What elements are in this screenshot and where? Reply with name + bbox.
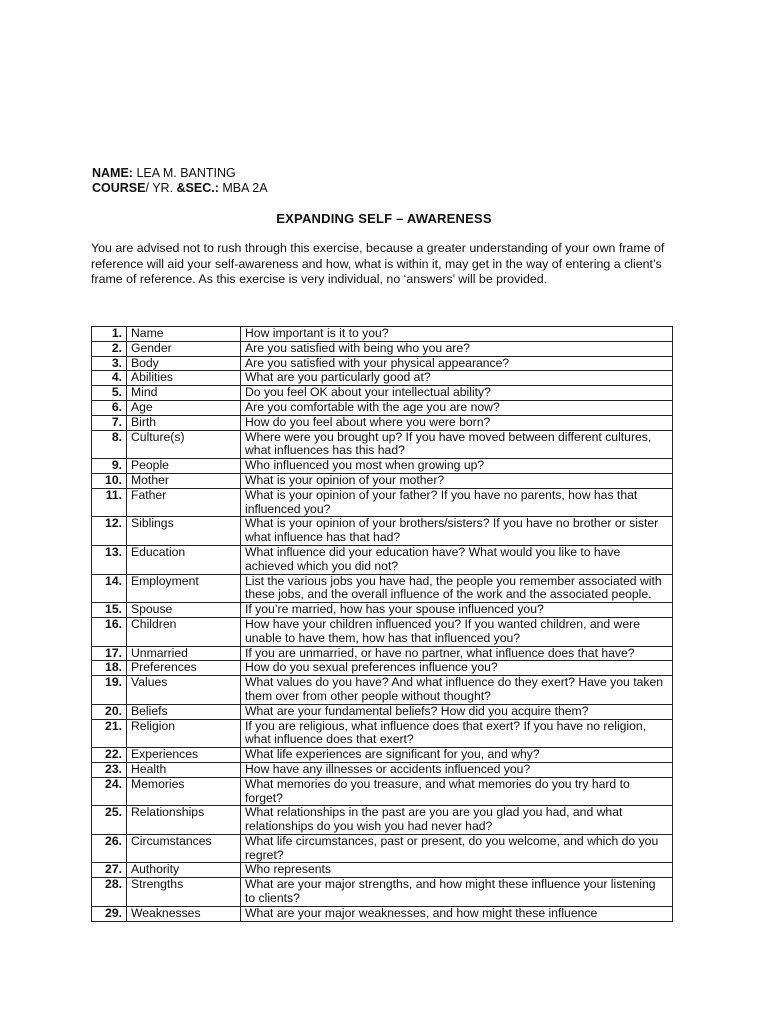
- row-topic: Values: [127, 676, 241, 705]
- row-topic: Authority: [127, 863, 241, 878]
- table-row: [92, 459, 673, 474]
- row-question: What life experiences are significant for you, and why?: [241, 748, 673, 763]
- course-line: [92, 181, 268, 196]
- row-topic: Name: [127, 327, 241, 342]
- row-topic: Birth: [127, 415, 241, 430]
- table-row: [92, 341, 673, 356]
- row-topic: Siblings: [127, 517, 241, 546]
- row-number: 3.: [92, 356, 127, 371]
- row-number: 5.: [92, 386, 127, 401]
- table-row: [92, 574, 673, 603]
- table-row: [92, 834, 673, 863]
- table-row: [92, 400, 673, 415]
- table-row: [92, 646, 673, 661]
- row-number: 26.: [92, 834, 127, 863]
- row-topic: Gender: [127, 341, 241, 356]
- row-topic: People: [127, 459, 241, 474]
- table-row: [92, 473, 673, 488]
- student-info: [92, 166, 268, 196]
- table-row: [92, 719, 673, 748]
- row-number: 27.: [92, 863, 127, 878]
- row-question: How important is it to you?: [241, 327, 673, 342]
- row-number: 19.: [92, 676, 127, 705]
- row-number: 8.: [92, 430, 127, 459]
- table-row: [92, 762, 673, 777]
- row-topic: Mother: [127, 473, 241, 488]
- row-topic: Spouse: [127, 603, 241, 618]
- row-topic: Unmarried: [127, 646, 241, 661]
- row-number: 13.: [92, 545, 127, 574]
- row-number: 28.: [92, 878, 127, 907]
- row-topic: Culture(s): [127, 430, 241, 459]
- row-question: What memories do you treasure, and what memories do you try hard to forget?: [241, 777, 673, 806]
- exercise-table-body: [92, 327, 673, 922]
- row-number: 23.: [92, 762, 127, 777]
- course-label: COURSE: [92, 181, 146, 195]
- table-row: [92, 863, 673, 878]
- intro-paragraph: You are advised not to rush through this exercise, because a greater understanding of your own frame of reference will aid your self-awareness and how, what is within it, may get in the way of entering a client’s frame of reference. As this exercise is very individual, no ‘answers’ will be provided.: [91, 241, 665, 287]
- row-number: 9.: [92, 459, 127, 474]
- document-title: EXPANDING SELF – AWARENESS: [276, 211, 492, 226]
- name-line: [92, 166, 268, 181]
- row-topic: Memories: [127, 777, 241, 806]
- row-topic: Children: [127, 617, 241, 646]
- row-topic: Strengths: [127, 878, 241, 907]
- table-row: [92, 806, 673, 835]
- row-question: What are your major weaknesses, and how might these influence: [241, 906, 673, 921]
- row-question: Are you satisfied with your physical appearance?: [241, 356, 673, 371]
- table-row: [92, 661, 673, 676]
- row-question: What is your opinion of your brothers/sisters? If you have no brother or sister what influence has that had?: [241, 517, 673, 546]
- table-row: [92, 906, 673, 921]
- row-number: 14.: [92, 574, 127, 603]
- row-number: 21.: [92, 719, 127, 748]
- row-question: What are your major strengths, and how might these influence your listening to clients?: [241, 878, 673, 907]
- row-number: 12.: [92, 517, 127, 546]
- table-row: [92, 748, 673, 763]
- row-question: How have any illnesses or accidents influenced you?: [241, 762, 673, 777]
- row-question: Are you satisfied with being who you are?: [241, 341, 673, 356]
- table-row: [92, 878, 673, 907]
- row-topic: Education: [127, 545, 241, 574]
- name-value: LEA M. BANTING: [136, 166, 236, 180]
- row-topic: Mind: [127, 386, 241, 401]
- row-topic: Relationships: [127, 806, 241, 835]
- row-number: 29.: [92, 906, 127, 921]
- row-question: What values do you have? And what influence do they exert? Have you taken them over from other people without thought?: [241, 676, 673, 705]
- row-number: 1.: [92, 327, 127, 342]
- row-question: List the various jobs you have had, the people you remember associated with these jobs, and the overall influence of the work and the associated people.: [241, 574, 673, 603]
- row-topic: Father: [127, 488, 241, 517]
- row-number: 17.: [92, 646, 127, 661]
- row-question: What influence did your education have? What would you like to have achieved which you did not?: [241, 545, 673, 574]
- name-label: NAME:: [92, 166, 133, 180]
- table-row: [92, 386, 673, 401]
- table-row: [92, 676, 673, 705]
- row-number: 7.: [92, 415, 127, 430]
- table-row: [92, 371, 673, 386]
- row-question: Where were you brought up? If you have moved between different cultures, what influences has this had?: [241, 430, 673, 459]
- table-row: [92, 327, 673, 342]
- row-topic: Abilities: [127, 371, 241, 386]
- row-question: Are you comfortable with the age you are now?: [241, 400, 673, 415]
- row-topic: Experiences: [127, 748, 241, 763]
- table-row: [92, 356, 673, 371]
- row-number: 18.: [92, 661, 127, 676]
- row-topic: Health: [127, 762, 241, 777]
- row-number: 4.: [92, 371, 127, 386]
- row-number: 16.: [92, 617, 127, 646]
- row-topic: Employment: [127, 574, 241, 603]
- row-topic: Preferences: [127, 661, 241, 676]
- row-question: Who influenced you most when growing up?: [241, 459, 673, 474]
- table-row: [92, 617, 673, 646]
- row-number: 20.: [92, 704, 127, 719]
- row-question: If you are religious, what influence does that exert? If you have no religion, what influence does that exert?: [241, 719, 673, 748]
- row-number: 25.: [92, 806, 127, 835]
- row-question: How have your children influenced you? If you wanted children, and were unable to have them, how has that influenced you?: [241, 617, 673, 646]
- table-row: [92, 704, 673, 719]
- table-row: [92, 430, 673, 459]
- row-question: What are you particularly good at?: [241, 371, 673, 386]
- row-question: What is your opinion of your mother?: [241, 473, 673, 488]
- table-row: [92, 777, 673, 806]
- table-row: [92, 603, 673, 618]
- row-question: What relationships in the past are you are you glad you had, and what relationships do you wish you had never had?: [241, 806, 673, 835]
- row-topic: Religion: [127, 719, 241, 748]
- row-question: If you’re married, how has your spouse influenced you?: [241, 603, 673, 618]
- row-number: 22.: [92, 748, 127, 763]
- row-question: What are your fundamental beliefs? How did you acquire them?: [241, 704, 673, 719]
- row-topic: Age: [127, 400, 241, 415]
- row-question: How do you sexual preferences influence you?: [241, 661, 673, 676]
- row-number: 15.: [92, 603, 127, 618]
- table-row: [92, 517, 673, 546]
- table-row: [92, 545, 673, 574]
- row-question: What is your opinion of your father? If you have no parents, how has that influenced you?: [241, 488, 673, 517]
- row-question: Who represents: [241, 863, 673, 878]
- row-question: How do you feel about where you were born?: [241, 415, 673, 430]
- course-value: MBA 2A: [222, 181, 268, 195]
- exercise-table: [91, 326, 673, 922]
- row-topic: Body: [127, 356, 241, 371]
- row-number: 11.: [92, 488, 127, 517]
- course-separator: / YR.: [145, 181, 177, 195]
- table-row: [92, 488, 673, 517]
- row-question: What life circumstances, past or present, do you welcome, and which do you regret?: [241, 834, 673, 863]
- sec-label: &SEC.:: [176, 181, 219, 195]
- row-number: 24.: [92, 777, 127, 806]
- row-topic: Beliefs: [127, 704, 241, 719]
- row-topic: Weaknesses: [127, 906, 241, 921]
- row-question: If you are unmarried, or have no partner, what influence does that have?: [241, 646, 673, 661]
- row-number: 6.: [92, 400, 127, 415]
- table-row: [92, 415, 673, 430]
- row-topic: Circumstances: [127, 834, 241, 863]
- row-number: 10.: [92, 473, 127, 488]
- row-number: 2.: [92, 341, 127, 356]
- row-question: Do you feel OK about your intellectual ability?: [241, 386, 673, 401]
